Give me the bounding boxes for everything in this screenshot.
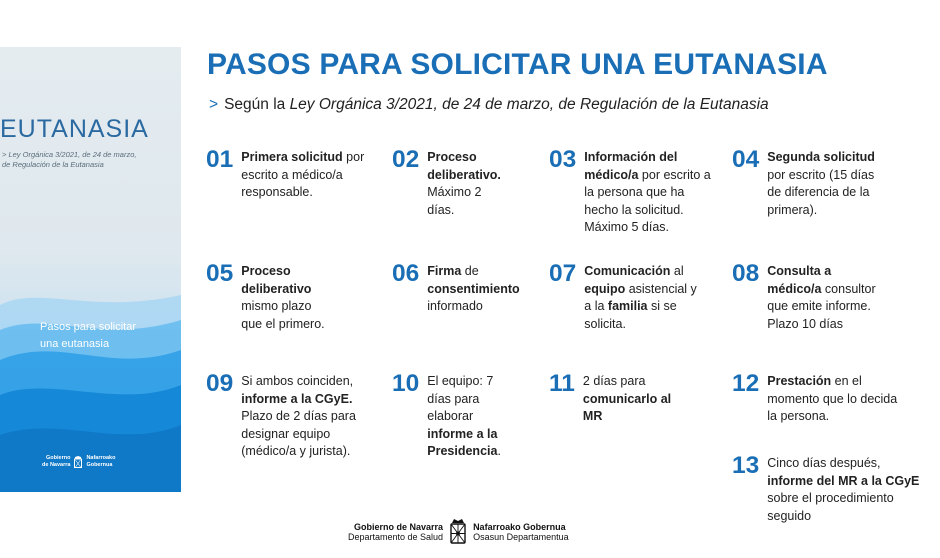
navarra-coat-of-arms-icon — [448, 518, 468, 546]
step-text: Consulta a médico/a consultor que emite informe. Plazo 10 días — [767, 264, 876, 331]
step-number: 01 — [206, 146, 234, 173]
step-number: 02 — [392, 146, 420, 173]
step-10 — [392, 370, 542, 461]
step-02 — [392, 146, 532, 219]
step-number: 10 — [392, 370, 420, 397]
step-08 — [732, 260, 907, 333]
brochure-cover — [0, 47, 181, 492]
step-text: Cinco días después, informe del MR a la CGyE sobre el procedimiento seguido — [767, 456, 920, 523]
step-number: 08 — [732, 260, 760, 287]
footer-left — [348, 522, 443, 542]
step-text: Proceso deliberativo mismo plazo que el primero. — [241, 264, 325, 331]
subtitle-arrow-icon: > — [209, 96, 219, 113]
step-05 — [206, 260, 382, 333]
step-text: Firma de consentimiento informado — [427, 264, 520, 313]
footer-left-line2: Departamento de Salud — [348, 532, 444, 542]
step-11 — [549, 370, 724, 426]
cover-logo — [42, 455, 115, 469]
step-03 — [549, 146, 724, 237]
cover-subtitle: > Ley Orgánica 3/2021, de 24 de marzo, de Regulación de la Eutanasia — [2, 150, 137, 169]
step-number: 04 — [732, 146, 760, 173]
page-subtitle — [209, 96, 769, 114]
step-text: Comunicación al equipo asistencial y a la familia si se solicita. — [584, 264, 697, 331]
step-number: 11 — [549, 370, 575, 397]
step-text: Si ambos coinciden, informe a la CGyE. Plazo de 2 días para designar equipo (médico/a y jurista). — [241, 374, 356, 458]
step-text: Información del médico/a por escrito a la persona que ha hecho la solicitud. Máximo 5 días. — [584, 150, 711, 234]
cover-title: EUTANASIA — [0, 115, 149, 143]
step-07 — [549, 260, 724, 333]
step-text: Prestación en el momento que lo decida la persona. — [767, 374, 898, 423]
step-number: 05 — [206, 260, 234, 287]
cover-logo-left: Gobierno de Navarra — [42, 455, 71, 468]
step-09 — [206, 370, 382, 461]
step-text: Segunda solicitud por escrito (15 días de diferencia de la primera). — [767, 150, 875, 217]
step-number: 12 — [732, 370, 760, 397]
step-text: El equipo: 7 días para elaborar informe a la Presidencia. — [427, 374, 501, 458]
step-13 — [732, 452, 937, 525]
step-01 — [206, 146, 382, 202]
cover-caption: Pasos para solicitar una eutanasia — [40, 321, 136, 350]
step-text: 2 días para comunicarlo al MR — [582, 374, 672, 423]
step-04 — [732, 146, 907, 219]
subtitle-prefix: Según la — [224, 96, 290, 113]
footer-right-line2: Osasun Departamentua — [473, 532, 569, 542]
footer-right-line1: Nafarroako Gobernua — [473, 522, 566, 532]
step-number: 06 — [392, 260, 420, 287]
page-title: PASOS PARA SOLICITAR UNA EUTANASIA — [207, 48, 828, 81]
subtitle-law: Ley Orgánica 3/2021, de 24 de marzo, de Regulación de la Eutanasia — [289, 96, 769, 113]
footer-logo — [348, 518, 569, 546]
step-12 — [732, 370, 907, 426]
step-number: 13 — [732, 452, 760, 479]
step-text: Proceso deliberativo. Máximo 2 días. — [427, 150, 501, 217]
footer-right — [473, 522, 569, 542]
step-text: Primera solicitud por escrito a médico/a responsable. — [241, 150, 365, 199]
navarra-shield-icon — [74, 456, 82, 468]
step-number: 07 — [549, 260, 577, 287]
cover-logo-right: Nafarroako Gobernua — [86, 455, 116, 468]
step-number: 09 — [206, 370, 234, 397]
step-06 — [392, 260, 542, 316]
step-number: 03 — [549, 146, 577, 173]
footer-left-line1: Gobierno de Navarra — [354, 522, 444, 532]
